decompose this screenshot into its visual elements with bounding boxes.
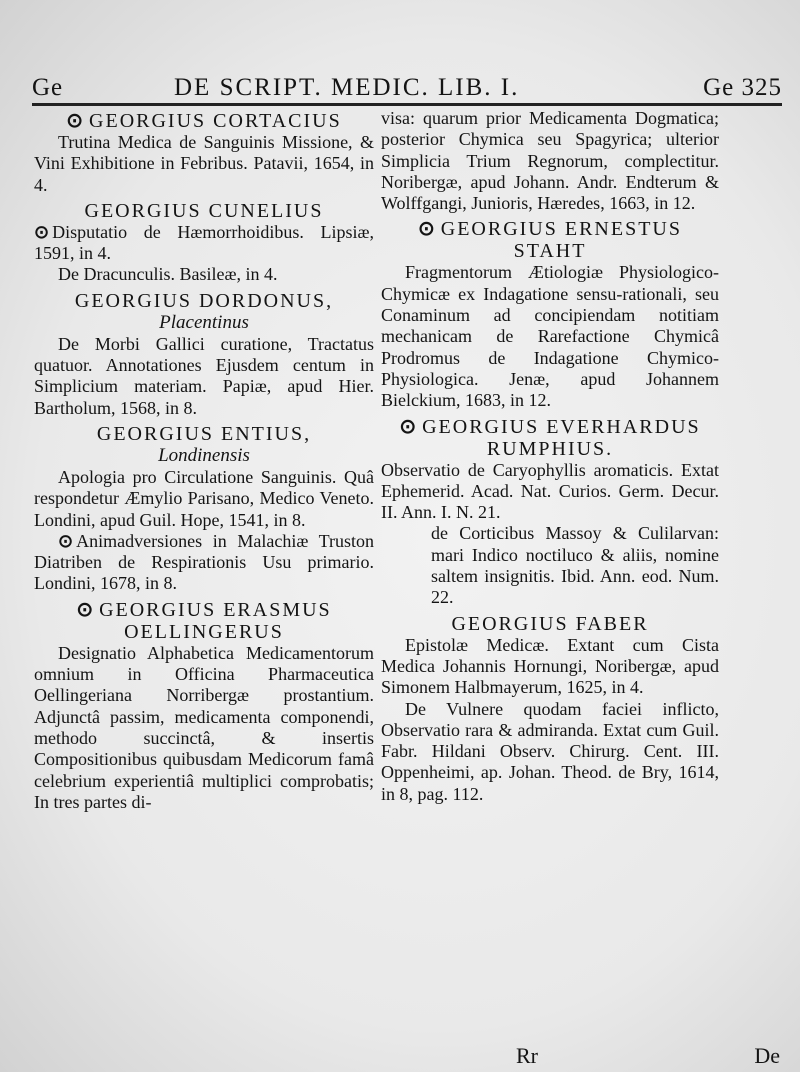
entry [34,200,374,286]
left-column [34,108,374,817]
work-entry: De Vulnere quodam faciei inflicto, Observatio rara & admiranda. Extat cum Guil. Fabr. Hildani Observ. Chirurg. Cent. III. Oppenheimi, ap. Johan. Theod. de Bry, 1614, in 8, pag. 112. [381,698,719,804]
work-entry: visa: quarum prior Medicamenta Dogmatica; posterior Chymica seu Spagyrica; ulterior Simplicia Trium Regnorum, complectitur. Noribergæ, apud Johann. Andr. Endterum & Wolffgangi, Junioris, Hæredes, 1663, in 12. [381,108,719,214]
author-origin: Londinensis [158,444,250,466]
work-entry: Fragmentorum Ætiologiæ Physiologico-Chymicæ ex Indagatione sensu-rationali, seu Conaminum ad concipiendam notitiam mechanicam de Rarefactione Chymicâ Prodromus de Indagatione Chymico-Physiologica. Jenæ, apud Johannem Bielckium, 1683, in 12. [381,262,719,411]
header-rule [32,103,782,106]
author-name: GEORGIUS ENTIUS, [96,422,312,445]
entry [381,218,719,411]
entry [34,290,374,419]
work-entry: De Dracunculis. Basileæ, in 4. [58,264,278,285]
author-name: GEORGIUS FABER [451,612,649,635]
work-entry: de Corticibus Massoy & Culilarvan: mari Indico noctiluco & aliis, nomine saltem insignitis. Ibid. Ann. eod. Num. 22. [431,523,719,608]
entry [34,599,374,813]
entry-mark: ⊙ [417,218,437,241]
work-entry: ⊙ Animadversiones in Malachiæ Truston Diatriben de Respirationis Usu primario. Londini, 1678, in 8. [34,530,374,594]
work-entry: Epistolæ Medicæ. Extant cum Cista Medica Johannis Hornungi, Noribergæ, apud Simonem Halbmayerum, 1625, in 4. [381,634,719,698]
entry-mark: ⊙ [34,221,50,242]
entry [381,613,719,805]
author-name: ⊙ GEORGIUS EVERHARDUS RUMPHIUS. [399,415,701,460]
right-column [381,108,719,809]
entry-mark: ⊙ [399,415,419,438]
entry [34,110,374,196]
author-name: GEORGIUS CUNELIUS [84,199,324,222]
running-header [32,70,782,106]
entry [34,423,374,595]
author-name: ⊙ GEORGIUS CORTACIUS [66,110,342,132]
entry [381,416,719,609]
work-entry: ⊙ Disputatio de Hæmorrhoidibus. Lipsiæ, 1591, in 4. [34,221,374,264]
work-entry: De Morbi Gallici curatione, Tractatus quatuor. Annotationes Ejusdem centum in Simplicium materiam. Papiæ, apud Hier. Bartholum, 1568, in 8. [34,333,374,418]
author-name: GEORGIUS DORDONUS, [74,289,334,312]
header-left: Ge [32,74,64,101]
signature-mark: Rr [516,1043,538,1068]
entry-mark: ⊙ [58,530,74,551]
author-name: ⊙ GEORGIUS ERNESTUS STAHT [417,218,682,263]
work-entry: Designatio Alphabetica Medicamentorum omnium in Officina Pharmaceutica Oellingeriana Norribergæ prostantium. Adjunctâ passim, medicamenta componendi, methodo succinctâ, & insertis Compositionibus quibusdam Medicorum famâ celebrium experientiâ multiplici comprobatis; In tres partes di- [34,642,374,812]
entry-mark: ⊙ [66,110,86,132]
catchword: De [754,1043,780,1068]
entry-continued [381,108,719,214]
header-right: Ge 325 [703,74,782,101]
work-entry: Trutina Medica de Sanguinis Missione, & Vini Exhibitione in Febribus. Patavii, 1654, in 4. [34,132,374,195]
author-origin: Placentinus [159,311,249,333]
work-entry: Observatio de Caryophyllis aromaticis. Extat Ephemerid. Acad. Nat. Curios. Germ. Decur. II. Ann. I. N. 21. [381,459,719,523]
author-name: ⊙ GEORGIUS ERASMUS OELLINGERUS [76,598,332,643]
work-entry: Apologia pro Circulatione Sanguinis. Quâ respondetur Æmylio Parisano, Medico Veneto. Londini, apud Guil. Hope, 1541, in 8. [34,466,374,530]
header-title: DE SCRIPT. MEDIC. LIB. I. [174,74,520,101]
entry-mark: ⊙ [76,598,96,621]
